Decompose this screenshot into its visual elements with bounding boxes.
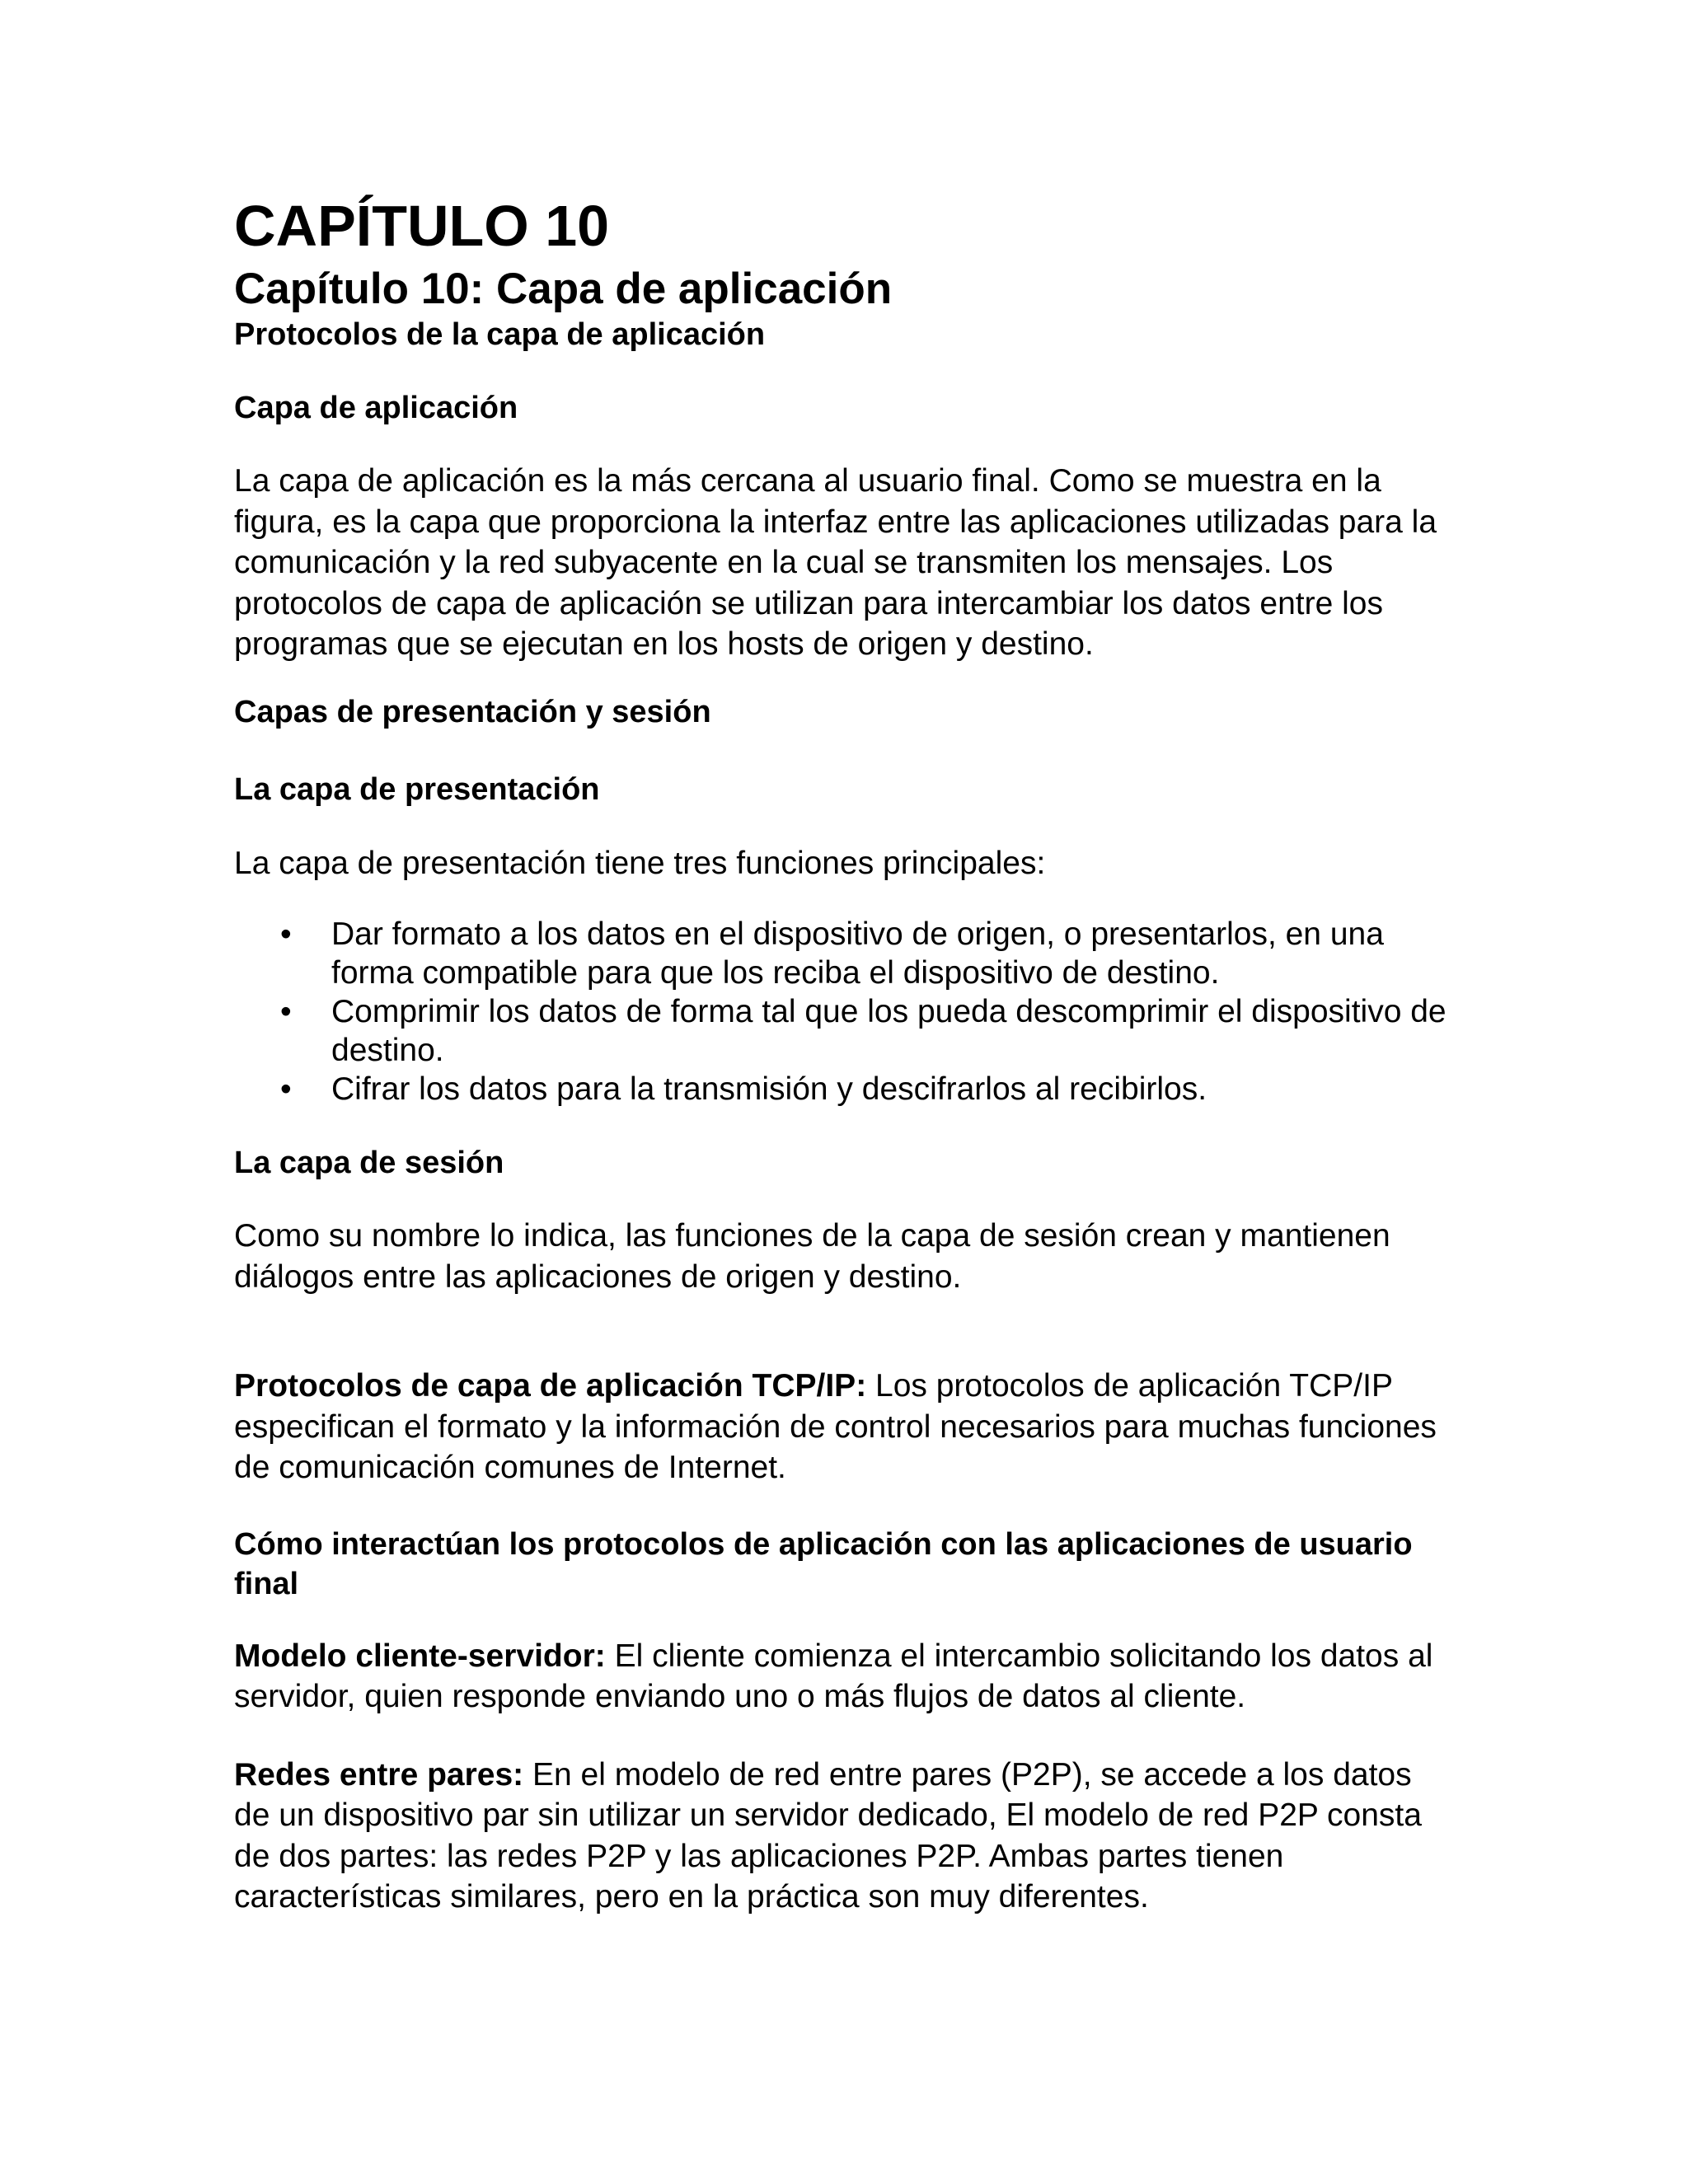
paragraph-client-server (234, 1636, 1454, 1718)
document-content (234, 188, 1454, 1918)
paragraph-p2p (234, 1755, 1454, 1918)
paragraph-presentation-intro: La capa de presentación tiene tres funciones principales: (234, 845, 1046, 881)
list-item (234, 1070, 1454, 1108)
tcpip-text: Los protocolos de aplicación TCP/IP especifican el formato y la información de control necesarios para muchas funciones de comunicación comunes de Internet. (234, 1368, 1437, 1485)
p2p-label: Redes entre pares: (234, 1756, 524, 1793)
presentation-functions-list (234, 915, 1454, 1108)
section-heading-session: La capa de sesión (234, 1146, 504, 1180)
section-heading-app-layer: Capa de aplicación (234, 391, 518, 425)
bullet-icon: • (280, 916, 292, 952)
chapter-heading: CAPÍTULO 10 (234, 194, 610, 258)
list-item-text: Comprimir los datos de forma tal que los pueda descomprimir el dispositivo de destino. (331, 994, 1447, 1068)
client-server-text: El cliente comienza el intercambio solicitando los datos al servidor, quien responde enviando uno o más flujos de datos al cliente. (234, 1638, 1433, 1714)
bullet-icon: • (280, 1071, 292, 1107)
p2p-text: En el modelo de red entre pares (P2P), se accede a los datos de un dispositivo par sin utilizar un servidor dedicado, El modelo de red P2P consta de dos partes: las redes P2P y las aplicaciones P2P. Ambas partes tienen características similares, pero en la práctica son muy diferentes. (234, 1756, 1422, 1915)
chapter-subtitle: Protocolos de la capa de aplicación (234, 317, 766, 352)
list-item (234, 992, 1454, 1070)
paragraph-app-layer: La capa de aplicación es la más cercana al usuario final. Como se muestra en la figura, es la capa que proporciona la interfaz entre las aplicaciones utilizadas para la comunicación y la red subyacente en la cual se transmiten los mensajes. Los protocolos de capa de aplicación se utilizan para intercambiar los datos entre los programas que se ejecutan en los hosts de origen y destino. (234, 463, 1437, 662)
paragraph-session: Como su nombre lo indica, las funciones de la capa de sesión crean y mantienen diálogos entre las aplicaciones de origen y destino. (234, 1218, 1390, 1295)
list-item-text: Cifrar los datos para la transmisión y descifrarlos al recibirlos. (331, 1071, 1207, 1107)
bullet-icon: • (280, 994, 292, 1029)
list-item-text: Dar formato a los datos en el dispositivo de origen, o presentarlos, en una forma compatible para que los reciba el dispositivo de destino. (331, 916, 1384, 991)
paragraph-tcpip (234, 1366, 1454, 1488)
chapter-title: Capítulo 10: Capa de aplicación (234, 265, 893, 313)
section-heading-pres-sess: Capas de presentación y sesión (234, 694, 711, 729)
section-heading-interaction: Cómo interactúan los protocolos de aplicación con las aplicaciones de usuario final (234, 1526, 1413, 1601)
section-heading-presentation: La capa de presentación (234, 771, 600, 807)
client-server-label: Modelo cliente-servidor: (234, 1638, 606, 1674)
list-item (234, 915, 1454, 992)
tcpip-label: Protocolos de capa de aplicación TCP/IP: (234, 1368, 867, 1404)
